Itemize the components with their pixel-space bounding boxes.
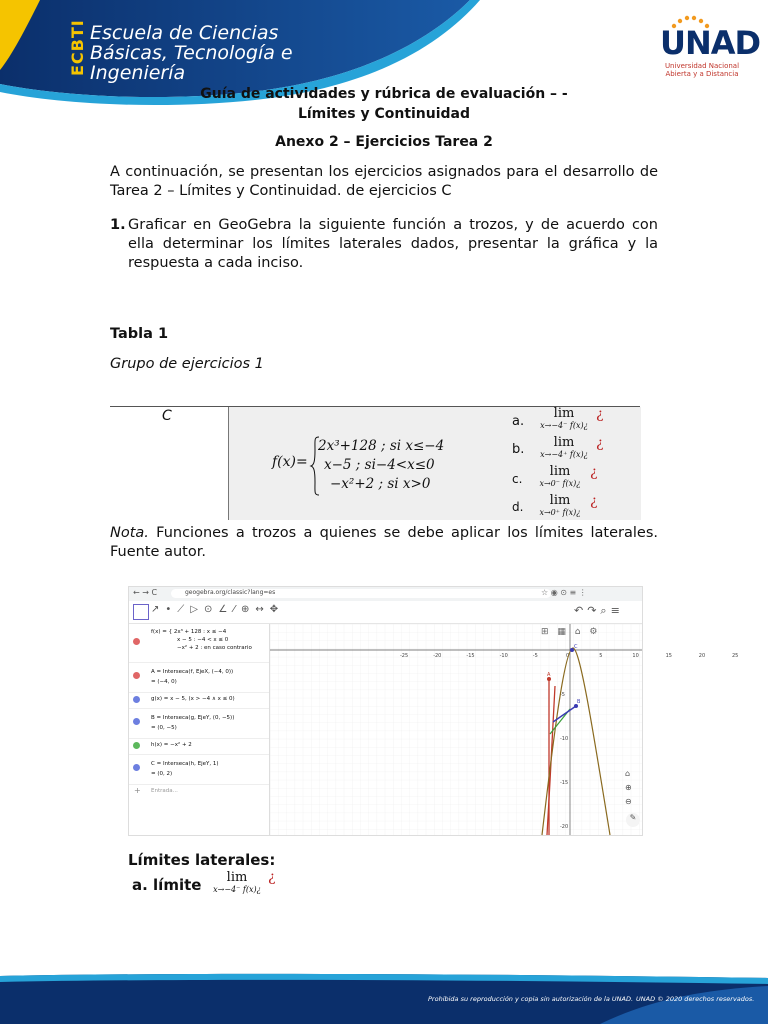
x-tick-label: -20: [433, 653, 442, 659]
algebra-row-f[interactable]: [129, 624, 269, 663]
x-tick-label: 0: [566, 653, 570, 659]
point-label: B: [577, 699, 581, 705]
algebra-a-text: [151, 667, 233, 687]
y-tick-label: -10: [560, 736, 569, 742]
algebra-a-line1: A = Interseca(f, EjeX, (−4, 0)): [151, 669, 234, 675]
limit-a-q: ¿: [596, 406, 604, 422]
algebra-input-row[interactable]: [129, 784, 269, 800]
y-tick-label: -15: [560, 780, 569, 786]
graphics-view[interactable]: [270, 624, 739, 835]
x-tick-label: 25: [732, 653, 739, 659]
unad-logo: [652, 14, 761, 84]
exercise-1-number: 1.: [110, 217, 126, 233]
address-url: geogebra.org/classic?lang=es: [185, 589, 276, 596]
visibility-dot-icon[interactable]: [133, 718, 140, 725]
x-tick-label: 15: [665, 653, 672, 659]
x-tick-label: -15: [466, 653, 475, 659]
algebra-a-line2: = (−4, 0): [151, 679, 177, 685]
move-tool-icon[interactable]: [133, 604, 149, 620]
plus-icon[interactable]: +: [134, 786, 141, 795]
limit-c-q: ¿: [590, 464, 598, 480]
table-title: Tabla 1: [110, 326, 169, 342]
limit-b-sub: x→−4⁺ f(x)¿: [540, 450, 588, 459]
x-tick-label: 20: [698, 653, 706, 659]
limit-b-label: b.: [512, 442, 525, 457]
algebra-row-a[interactable]: [129, 662, 269, 693]
limit-a-answer-word: lim: [226, 870, 248, 885]
algebra-view: [129, 624, 270, 835]
algebra-c-line1: C = Interseca(h, EjeY, 1): [151, 761, 219, 767]
limit-c: [530, 464, 590, 488]
limits-section-title: Límites laterales:: [128, 851, 276, 869]
y-tick-label: -5: [560, 692, 565, 698]
table-note: [110, 524, 658, 562]
table-subtitle: Grupo de ejercicios 1: [110, 356, 264, 372]
note-label: Nota.: [110, 525, 149, 541]
visibility-dot-icon[interactable]: [133, 764, 140, 771]
visibility-dot-icon[interactable]: [133, 742, 140, 749]
point-label: C: [574, 644, 578, 650]
piece-3: −x²+2 ; si x>0: [330, 476, 431, 492]
y-tick-label: -20: [560, 824, 569, 830]
algebra-c-line2: = (0, 2): [151, 771, 173, 777]
exercise-table: [110, 406, 640, 520]
fx-label: f(x)=: [272, 454, 308, 470]
algebra-g-text: g(x) = x − 5, (x > −4 ∧ x ≤ 0): [151, 696, 235, 702]
intro-paragraph: A continuación, se presentan los ejercicios asignados para el desarrollo de Tarea 2 – Límites y Continuidad. de ejercicios C: [110, 164, 658, 199]
limit-b-q: ¿: [596, 435, 604, 451]
doc-title-line-1: Guía de actividades y rúbrica de evaluación – -: [200, 86, 568, 102]
visibility-dot-icon[interactable]: [133, 638, 140, 645]
algebra-row-g[interactable]: [129, 692, 269, 709]
unad-logo-word: UNAD: [660, 24, 761, 62]
limit-b-word: lim: [553, 435, 575, 450]
annex-title: Anexo 2 – Ejercicios Tarea 2: [275, 134, 493, 150]
algebra-f-line2: x − 5 : −4 < x ≤ 0: [177, 637, 229, 643]
address-bar[interactable]: [171, 589, 551, 598]
point-label: A: [547, 672, 551, 678]
limit-c-label: c.: [512, 472, 523, 486]
limit-d: [530, 493, 590, 517]
algebra-row-c[interactable]: [129, 754, 269, 785]
x-tick-label: -5: [532, 653, 538, 659]
exercise-1-text: Graficar en GeoGebra la siguiente función a trozos, y de acuerdo con ella determinar los límites laterales dados, presentar la gráfica y la respuesta a cada inciso.: [128, 217, 658, 271]
limit-a-answer-label: a. límite: [132, 876, 202, 894]
footer-banner: [0, 970, 768, 1024]
x-tick-label: 10: [632, 653, 639, 659]
graphics-style-icons[interactable]: ⊞ ▦ ⌂ ⚙: [541, 627, 601, 637]
limit-a-answer-q: ¿: [268, 869, 276, 885]
geogebra-screenshot: [128, 586, 739, 836]
table-group-letter: C: [162, 408, 172, 424]
limit-a-answer: [206, 870, 268, 894]
algebra-h-text: h(x) = −x² + 2: [151, 742, 192, 748]
browser-nav-icons: ← → C: [133, 588, 158, 597]
algebra-f-line3: −x² + 2 : en caso contrario: [177, 645, 252, 651]
algebra-f-line1: f(x) = { 2x³ + 128 : x ≤ −4: [151, 629, 227, 635]
exercise-1: [110, 216, 658, 273]
school-name-line-3: Ingeniería: [90, 62, 186, 84]
limit-a-answer-sub: x→−4⁻ f(x)¿: [213, 885, 261, 894]
note-text: Funciones a trozos a quienes se debe aplicar los límites laterales. Fuente autor.: [110, 525, 658, 560]
visibility-dot-icon[interactable]: [133, 672, 140, 679]
limit-d-word: lim: [549, 493, 571, 508]
limit-d-q: ¿: [590, 493, 598, 509]
limit-a-sub: x→−4⁻ f(x)¿: [540, 421, 588, 430]
algebra-row-b[interactable]: [129, 708, 269, 739]
algebra-f-text: [151, 628, 252, 652]
ecbti-label: ECBTI: [68, 19, 87, 77]
limit-d-sub: x→0⁺ f(x)¿: [539, 508, 581, 517]
piece-1: 2x³+128 ; si x≤−4: [318, 438, 445, 454]
algebra-b-text: [151, 713, 234, 733]
fullscreen-icon[interactable]: ✎: [626, 813, 640, 827]
piece-2: x−5 ; si−4<x≤0: [324, 457, 435, 473]
algebra-b-line2: = (0, −5): [151, 725, 177, 731]
x-tick-label: -25: [400, 653, 409, 659]
limit-a-label: a.: [512, 414, 525, 429]
footer-rights: UNAD © 2020 derechos reservados.: [636, 995, 755, 1003]
limit-a: [534, 406, 594, 430]
algebra-b-line1: B = Interseca(g, EjeY, (0, −5)): [151, 715, 235, 721]
x-tick-label: 5: [599, 653, 603, 659]
x-tick-label: -10: [499, 653, 508, 659]
unad-sub-1: Universidad Nacional: [664, 62, 740, 70]
limit-c-word: lim: [549, 464, 571, 479]
limit-c-sub: x→0⁻ f(x)¿: [539, 479, 581, 488]
geogebra-toolbar: [129, 601, 642, 624]
undo-redo-search-icons[interactable]: ↶↷⌕≡: [574, 604, 624, 617]
algebra-c-text: [151, 759, 219, 779]
limit-d-label: d.: [512, 500, 524, 514]
algebra-row-h[interactable]: [129, 738, 269, 755]
geogebra-tool-icons[interactable]: ↗•⟋▷⊙∠⁄⊕↔✥: [151, 604, 285, 615]
unad-sub-2: Abierta y a Distancia: [665, 70, 739, 78]
browser-toolbar: [129, 587, 642, 601]
limit-b: [534, 435, 594, 459]
browser-extension-icons: ☆ ◉ ⊙ ≡ ⋮: [541, 588, 587, 597]
school-name-line-2: Básicas, Tecnología e: [90, 42, 293, 64]
zoom-icons[interactable]: ⌂ ⊕ ⊖: [625, 769, 632, 806]
visibility-dot-icon[interactable]: [133, 696, 140, 703]
footer-copyright-notice: Prohibida su reproducción y copia sin autorización de la UNAD.: [428, 995, 634, 1003]
school-name-line-1: Escuela de Ciencias: [90, 22, 279, 44]
algebra-input[interactable]: Entrada...: [151, 788, 178, 794]
doc-title-line-2: Límites y Continuidad: [297, 106, 471, 122]
limit-a-word: lim: [553, 406, 575, 421]
